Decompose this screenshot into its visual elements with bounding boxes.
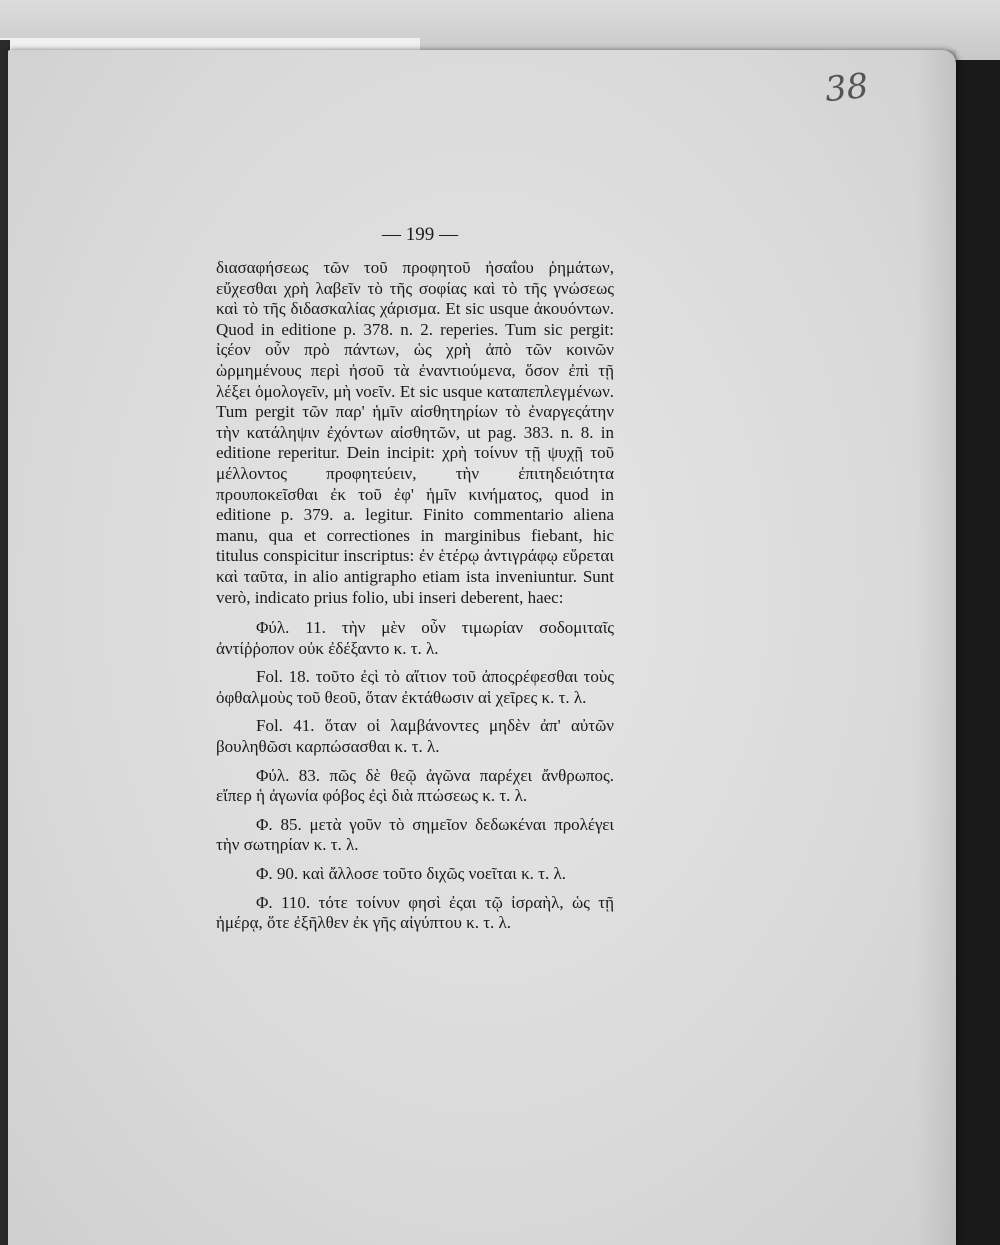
folio-entry: Φ. 90. καὶ ἄλλοσε τοῦτο διχῶς νοεῖται κ. τ. λ.	[256, 864, 567, 884]
folio-entry: Fol. 18. τοῦτο ἐςὶ τὸ αἴτιον τοῦ ἀποςρέφεσθαι τοὺς ὀφθαλμοὺς τοῦ θεοῦ, ὅταν ἐκτάθωσιν αἱ χεῖρες κ. τ. λ.	[216, 667, 614, 707]
folio-entry: Φ. 110. τότε τοίνυν φησὶ ἐςαι τῷ ἰσραὴλ, ὡς τῇ ἡμέρᾳ, ὅτε ἐξῆλθεν ἐκ γῆς αἰγύπτου κ. τ. λ.	[216, 892, 614, 933]
folio-entry: Φύλ. 83. πῶς δὲ θεῷ ἀγῶνα παρέχει ἄνθρωπος. εἴπερ ἡ ἀγωνία φόβος ἐςὶ διὰ πτώσεως κ. τ. λ.	[216, 765, 614, 806]
handwritten-folio-number: 38	[823, 65, 871, 111]
page-number: — 199 —	[382, 224, 458, 245]
folio-entry: Φύλ. 11. τὴν μὲν οὖν τιμωρίαν σοδομιταῖς ἀντίῤῥοπον οὐκ ἐδέξαντο κ. τ. λ.	[216, 618, 614, 658]
main-paragraph: διασαφήσεως τῶν τοῦ προφητοῦ ἠσαΐου ῥημάτων, εὔχεσθαι χρὴ λαβεῖν τὸ τῆς σοφίας καὶ τὸ τῆς γνώσεως καὶ τὸ τῆς διδασκαλίας χάρισμα. Et sic usque ἀκουόντων. Quod in editione p. 378. n. 2. reperies. Tum sic pergit: ἰςέον οὖν πρὸ πάντων, ὡς χρὴ ἀπὸ τῶν κοινῶν ὡρμημένους περὶ ἠσοῦ τὰ ἐναντιούμενα, ὅσον ἐπὶ τῇ λέξει ὁμολογεῖν, μὴ νοεῖν. Et sic usque καταπεπλεγμένων. Tum pergit τῶν παρ' ἡμῖν αἰσθητηρίων τὸ ἐναργεςάτην τὴν κατάληψιν ἐχόντων αἰσθητῶν, ut pag. 383. n. 8. in editione reperitur. Dein incipit: χρὴ τοίνυν τῇ ψυχῇ τοῦ μέλλοντος προφητεύειν, τὴν ἐπιτηδειότητα προυποκεῖσθαι ἐκ τοῦ ἐφ' ἡμῖν κινήματος, quod in editione p. 379. a. legitur. Finito commentario aliena manu, qua et correctiones in marginibus fiebant, hic titulus conspicitur inscriptus: ἐν ἑτέρῳ ἀντιγράφῳ εὕρεται καὶ ταῦτα, in alio antigrapho etiam ista inveniuntur. Sunt verò, indicato prius folio, ubi inseri deberent, haec:	[216, 258, 614, 607]
text-block	[216, 258, 614, 934]
folio-entry: Φ. 85. μετὰ γοῦν τὸ σημεῖον δεδωκέναι προλέγει τὴν σωτηρίαν κ. τ. λ.	[216, 814, 614, 855]
folio-entry: Fol. 41. ὅταν οἱ λαμβάνοντες μηδὲν ἀπ' αὐτῶν βουληθῶσι καρπώσασθαι κ. τ. λ.	[216, 716, 614, 757]
